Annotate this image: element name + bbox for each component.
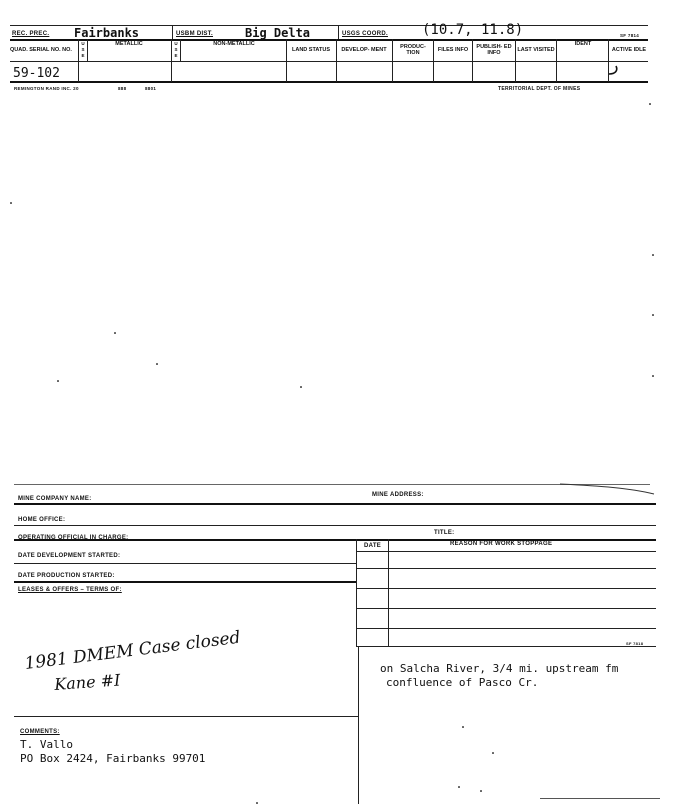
operating-official-label: OPERATING OFFICIAL IN CHARGE: <box>18 535 129 541</box>
date-dev-started-label: DATE DEVELOPMENT STARTED: <box>18 553 121 559</box>
col-active-idle: ACTIVE IDLE <box>611 47 647 53</box>
mine-address-label: MINE ADDRESS: <box>372 492 424 498</box>
record-serial: 59-102 <box>13 66 60 81</box>
department: TERRITORIAL DEPT. OF MINES <box>498 86 581 92</box>
divider <box>180 39 181 61</box>
rule <box>356 588 656 589</box>
comments-line-1: T. Vallo <box>20 738 73 751</box>
section-divider <box>358 646 359 804</box>
table-divider <box>356 539 357 646</box>
handwritten-kane-note: Kane #I <box>53 670 121 694</box>
rule <box>356 551 656 552</box>
col-ident: IDENT <box>574 41 592 47</box>
col-last-visited: LAST VISITED <box>517 47 555 53</box>
scan-speck <box>156 363 158 365</box>
date-col-label: DATE <box>364 543 382 549</box>
scan-speck <box>114 332 116 334</box>
col-use-2: U S E <box>174 41 178 58</box>
scan-speck <box>652 314 654 316</box>
divider <box>171 39 172 82</box>
record-bottom-rule <box>10 81 648 83</box>
printer-code-1: 888 <box>118 86 127 91</box>
col-files-info: FILES INFO <box>437 47 469 53</box>
divider <box>392 39 393 82</box>
rec-prec-value: Fairbanks <box>74 26 140 40</box>
scan-speck <box>649 103 651 105</box>
divider <box>87 39 88 61</box>
scan-speck <box>652 254 654 256</box>
mine-company-name-label: MINE COMPANY NAME: <box>18 496 92 502</box>
reason-col-label: REASON FOR WORK STOPPAGE <box>450 541 553 547</box>
small-form-number: SF 7818 <box>626 641 644 646</box>
divider <box>338 25 339 39</box>
usgs-coord-value: (10.7, 11.8) <box>422 22 524 38</box>
checkmark-icon <box>606 64 620 78</box>
rule <box>356 628 656 629</box>
location-line-2: confluence of Pasco Cr. <box>386 676 539 689</box>
usbm-dist-label: USBM DIST. <box>176 31 214 37</box>
scan-mark <box>540 798 660 799</box>
usgs-coord-label: USGS COORD. <box>342 31 388 37</box>
printer-code-2: 8801 <box>145 86 157 91</box>
col-published-info: PUBLISH- ED INFO <box>476 44 512 56</box>
col-production: PRODUC- TION <box>400 44 426 56</box>
col-metallic: METALLIC <box>115 41 143 47</box>
scan-curve <box>560 478 660 498</box>
rec-prec-label: REC. PREC. <box>12 31 50 37</box>
rule <box>14 539 656 541</box>
rule <box>356 646 656 647</box>
col-non-metallic: NON-METALLIC <box>213 41 255 47</box>
divider <box>78 39 79 82</box>
title-label: TITLE: <box>434 530 455 536</box>
scan-speck <box>652 375 654 377</box>
column-header-rule <box>10 61 648 62</box>
divider <box>556 39 557 82</box>
scan-speck <box>57 380 59 382</box>
scan-speck <box>256 802 258 804</box>
scan-speck <box>462 726 464 728</box>
rule <box>14 716 358 717</box>
location-line-1: on Salcha River, 3/4 mi. upstream fm <box>380 662 619 675</box>
col-quad-serial: QUAD. SERIAL NO. NO. <box>10 47 72 53</box>
col-use-1: U S E <box>81 41 85 58</box>
comments-label: COMMENTS: <box>20 729 60 735</box>
comments-line-2: PO Box 2424, Fairbanks 99701 <box>20 752 206 765</box>
scan-speck <box>10 202 12 204</box>
leases-label: LEASES & OFFERS – TERMS OF: <box>18 587 122 593</box>
scan-speck <box>458 786 460 788</box>
home-office-label: HOME OFFICE: <box>18 517 66 523</box>
form-top-rule <box>14 484 650 485</box>
divider <box>336 39 337 82</box>
rule <box>356 608 656 609</box>
printer-info: REMINGTON RAND INC. 20 <box>14 86 79 91</box>
divider <box>515 39 516 82</box>
rule <box>14 525 656 526</box>
form-number: SF 7814 <box>620 33 640 38</box>
usbm-dist-value: Big Delta <box>245 26 311 40</box>
scan-speck <box>492 752 494 754</box>
rule <box>14 581 356 583</box>
table-divider <box>388 539 389 646</box>
date-prod-started-label: DATE PRODUCTION STARTED: <box>18 573 115 579</box>
handwritten-case-note: 1981 DMEM Case closed <box>23 627 242 674</box>
divider <box>286 39 287 82</box>
rule <box>14 503 656 505</box>
divider <box>172 25 173 39</box>
col-development: DEVELOP- MENT <box>341 47 387 53</box>
rule <box>356 568 656 569</box>
divider <box>433 39 434 82</box>
rule <box>14 563 356 564</box>
divider <box>472 39 473 82</box>
scan-speck <box>300 386 302 388</box>
scan-speck <box>480 790 482 792</box>
col-land-status: LAND STATUS <box>292 47 330 53</box>
